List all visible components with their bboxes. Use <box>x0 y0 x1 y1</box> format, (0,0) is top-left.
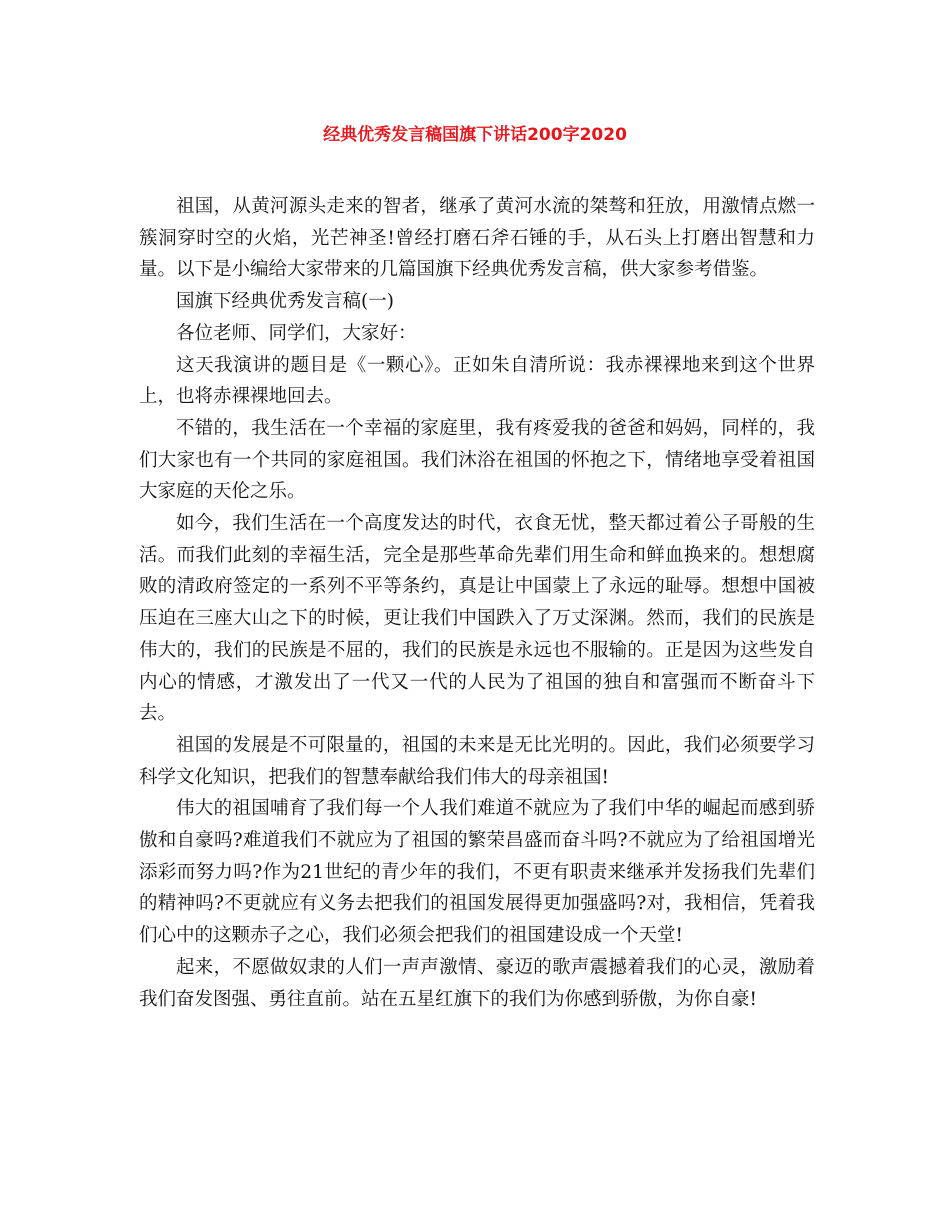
paragraph-future: 祖国的发展是不可限量的，祖国的未来是无比光明的。因此，我们必须要学习科学文化知识，把我们的智慧奉献给我们伟大的母亲祖国! <box>139 734 815 788</box>
document-body <box>139 191 815 1015</box>
paragraph-history: 如今，我们生活在一个高度发达的时代，衣食无忧，整天都过着公子哥般的生活。而我们此刻的幸福生活，完全是那些革命先辈们用生命和鲜血换来的。想想腐败的清政府签定的一系列不平等条约，真是让中国蒙上了永远的耻辱。想想中国被压迫在三座大山之下的时候，更让我们中国跌入了万丈深渊。然而，我们的民族是伟大的，我们的民族是不屈的，我们的民族是永远也不服输的。正是因为这些发自内心的情感，才激发出了一代又一代的人民为了祖国的独自和富强而不断奋斗下去。 <box>139 513 815 725</box>
paragraph-topic: 这天我演讲的题目是《一颗心》。正如朱自清所说：我赤裸裸地来到这个世界上，也将赤裸裸地回去。 <box>139 354 815 408</box>
paragraph-section-heading: 国旗下经典优秀发言稿(一) <box>176 291 394 313</box>
paragraph-closing: 起来，不愿做奴隶的人们一声声激情、豪迈的歌声震撼着我们的心灵，激励着我们奋发图强、勇往直前。站在五星红旗下的我们为你感到骄傲，为你自豪! <box>139 956 815 1010</box>
paragraph-pride: 伟大的祖国哺育了我们每一个人我们难道不就应为了我们中华的崛起而感到骄傲和自豪吗?难道我们不就应为了祖国的繁荣昌盛而奋斗吗?不就应为了给祖国增光添彩而努力吗?作为21世纪的青少年的我们，不更有职责来继承并发扬我们先辈们的精神吗?不更就应有义务去把我们的祖国发展得更加强盛吗?对，我相信，凭着我们心中的这颗赤子之心，我们必须会把我们的祖国建设成一个天堂! <box>139 798 815 947</box>
document-title: 经典优秀发言稿国旗下讲话200字2020 <box>323 125 627 145</box>
paragraph-family: 不错的，我生活在一个幸福的家庭里，我有疼爱我的爸爸和妈妈，同样的，我们大家也有一个共同的家庭祖国。我们沐浴在祖国的怀抱之下，情绪地享受着祖国大家庭的天伦之乐。 <box>139 417 815 503</box>
paragraph-greeting: 各位老师、同学们，大家好： <box>176 322 417 344</box>
paragraph-intro: 祖国，从黄河源头走来的智者，继承了黄河水流的桀骜和狂放，用激情点燃一簇洞穿时空的火焰，光芒神圣!曾经打磨石斧石锤的手，从石头上打磨出智慧和力量。以下是小编给大家带来的几篇国旗下经典优秀发言稿，供大家参考借鉴。 <box>139 196 815 281</box>
